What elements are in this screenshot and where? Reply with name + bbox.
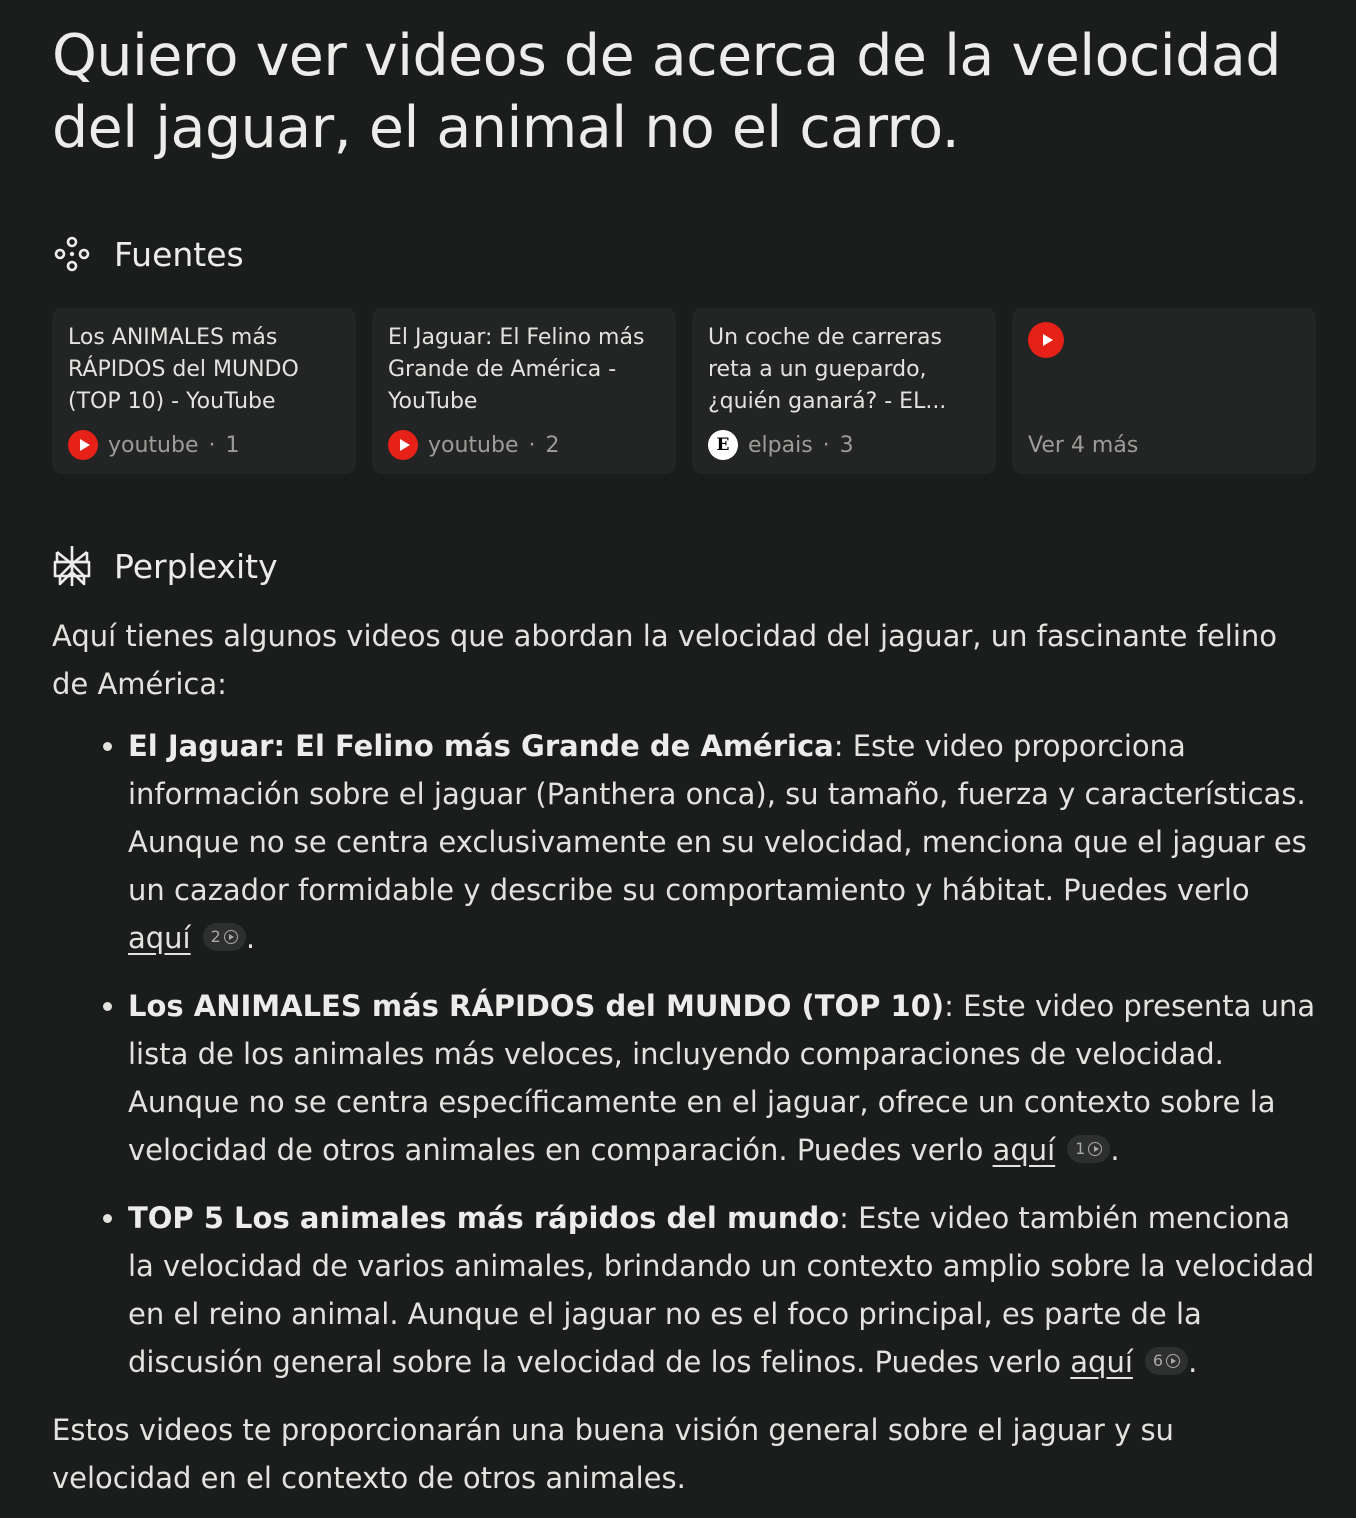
- item-title: TOP 5 Los animales más rápidos del mundo: [128, 1201, 840, 1235]
- perplexity-logo-icon: [52, 546, 92, 586]
- source-title: Un coche de carreras reta a un guepardo, ¿quién ganará? - EL...: [708, 325, 947, 414]
- list-item: • TOP 5 Los animales más rápidos del mundo: Este video también menciona la velocidad de varios animales, brindando un contexto amplio sobre la velocidad en el reino animal. Aunque el jaguar no es el foco principal, es parte de la discusión general sobre la velocidad de los felinos. Puedes verlo aquí 6 .: [128, 1194, 1316, 1386]
- item-title: El Jaguar: El Felino más Grande de América: [128, 729, 834, 763]
- query-title: Quiero ver videos de acerca de la velocidad del jaguar, el animal no el carro.: [52, 23, 1281, 161]
- play-icon: [1166, 1354, 1180, 1368]
- source-card[interactable]: [52, 308, 356, 474]
- citation-badge[interactable]: 2: [203, 923, 246, 951]
- source-meta: E elpais · 3: [708, 428, 980, 462]
- video-link[interactable]: aquí: [1070, 1345, 1133, 1379]
- list-item: • El Jaguar: El Felino más Grande de América: Este video proporciona información sobre el jaguar (Panthera onca), su tamaño, fuerza y características. Aunque no se centra exclusivamente en su velocidad, menciona que el jaguar es un cazador formidable y describe su comportamiento y hábitat. Puedes verlo aquí 2 .: [128, 722, 1316, 962]
- view-more-label: Ver 4 más: [1028, 432, 1139, 458]
- source-site: elpais: [748, 432, 813, 458]
- video-link[interactable]: aquí: [128, 921, 191, 955]
- elpais-icon: E: [708, 430, 738, 460]
- youtube-icon: [388, 430, 418, 460]
- answer-closing: Estos videos te proporcionarán una buena visión general sobre el jaguar y su velocidad en el contexto de otros animales.: [52, 1413, 1174, 1495]
- source-meta: youtube · 2: [388, 428, 660, 462]
- source-site: youtube: [428, 432, 519, 458]
- source-index: 1: [225, 432, 240, 458]
- source-site: youtube: [108, 432, 199, 458]
- sources-header: [52, 222, 1316, 286]
- citation-badge[interactable]: 6: [1145, 1347, 1188, 1375]
- source-title: El Jaguar: El Felino más Grande de América - YouTube: [388, 325, 645, 414]
- play-icon: [224, 930, 238, 944]
- source-index: 2: [545, 432, 560, 458]
- source-card[interactable]: [692, 308, 996, 474]
- answer-body: [52, 612, 1316, 1502]
- thread-page: [52, 20, 1316, 1502]
- item-title: Los ANIMALES más RÁPIDOS del MUNDO (TOP 10): [128, 989, 945, 1023]
- view-more-sources-button[interactable]: [1012, 308, 1316, 474]
- citation-badge[interactable]: 1: [1067, 1135, 1110, 1163]
- source-card[interactable]: [372, 308, 676, 474]
- video-link[interactable]: aquí: [992, 1133, 1056, 1167]
- youtube-icon: [68, 430, 98, 460]
- source-meta: youtube · 1: [68, 428, 340, 462]
- list-item: • Los ANIMALES más RÁPIDOS del MUNDO (TOP 10): Este video presenta una lista de los animales más veloces, incluyendo comparaciones de velocidad. Aunque no se centra específicamente en el jaguar, ofrece un contexto sobre la velocidad de otros animales en comparación. Puedes verlo aquí 1 .: [128, 982, 1316, 1174]
- answer-heading: Perplexity: [114, 546, 278, 586]
- answer-header: [52, 534, 1316, 598]
- youtube-icon: [1028, 322, 1064, 358]
- sources-list: [52, 308, 1316, 474]
- play-icon: [1088, 1142, 1102, 1156]
- answer-intro: Aquí tienes algunos videos que abordan la velocidad del jaguar, un fascinante felino de América:: [52, 619, 1278, 701]
- source-title: Los ANIMALES más RÁPIDOS del MUNDO (TOP 10) - YouTube: [68, 325, 299, 414]
- answer-list: [52, 722, 1316, 1386]
- source-index: 3: [839, 432, 854, 458]
- sources-heading: Fuentes: [114, 234, 244, 274]
- sources-icon: [52, 234, 92, 274]
